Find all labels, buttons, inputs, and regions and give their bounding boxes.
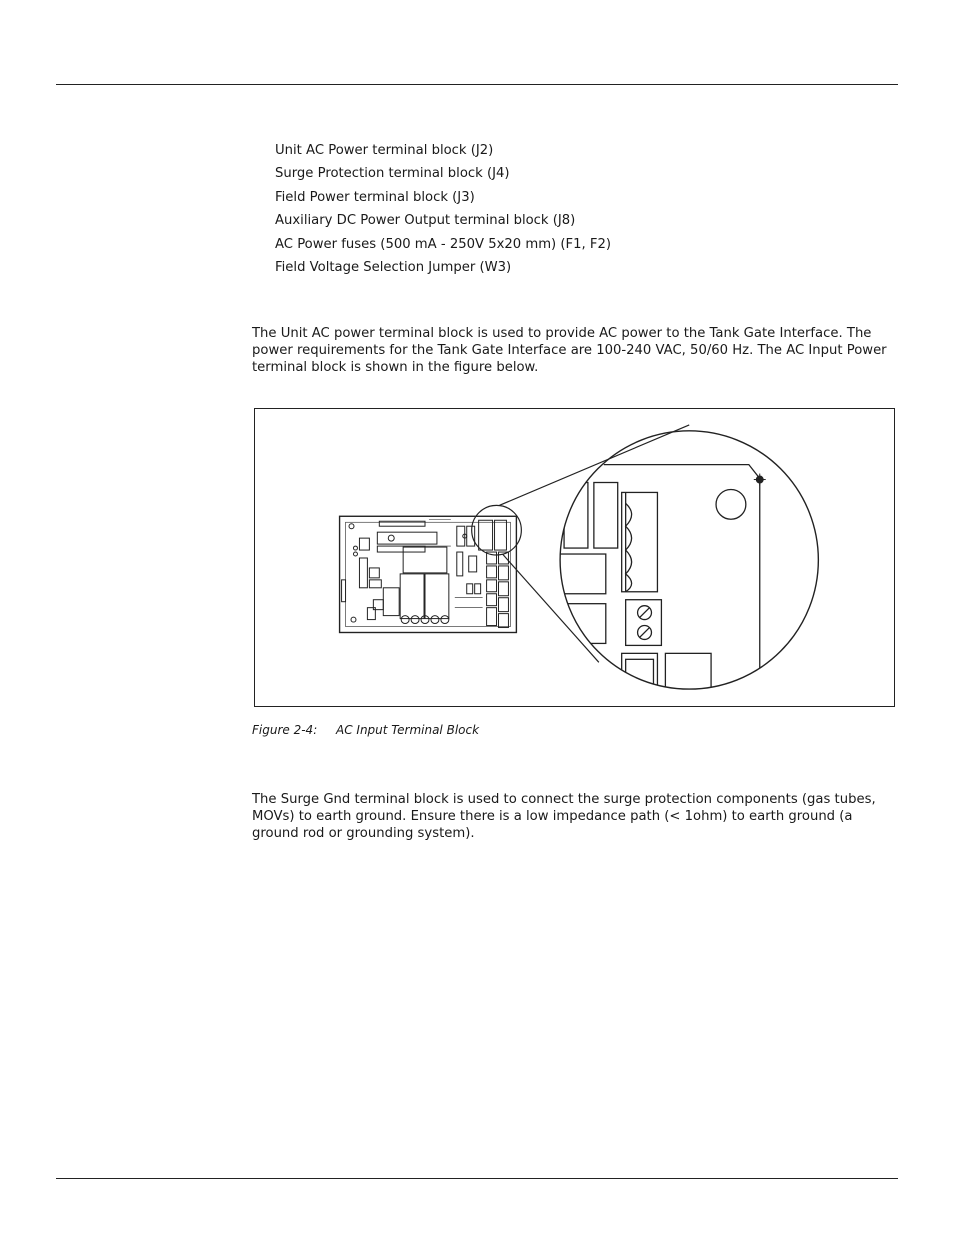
ac-input-terminal-figure <box>254 408 895 707</box>
list-item: AC Power fuses (500 mA - 250V 5x20 mm) (F1, F2) <box>275 236 612 252</box>
circuit-board-illustration <box>255 409 894 706</box>
list-item: Unit AC Power terminal block (J2) <box>275 143 494 158</box>
caption-title: AC Input Terminal Block <box>336 723 480 737</box>
component-list <box>275 139 611 279</box>
ac-power-paragraph: The Unit AC power terminal block is used to provide AC power to the Tank Gate Interface. The power requirements for the Tank Gate Interface are 100-240 VAC, 50/60 Hz. The AC Input Power terminal block is shown in the figure below. <box>252 326 887 376</box>
footer-rule <box>56 1178 898 1179</box>
list-item: Field Power terminal block (J3) <box>275 189 475 205</box>
caption-number: Figure 2-4: <box>252 723 318 737</box>
list-item: Surge Protection terminal block (J4) <box>275 166 510 182</box>
list-item: Field Voltage Selection Jumper (W3) <box>275 259 512 275</box>
list-item: Auxiliary DC Power Output terminal block (J8) <box>275 213 576 229</box>
surge-gnd-paragraph: The Surge Gnd terminal block is used to connect the surge protection components (gas tubes, MOVs) to earth ground. Ensure there is a low impedance path (< 1ohm) to earth ground (a ground rod or grounding system). <box>252 792 876 842</box>
figure-caption <box>252 723 479 737</box>
header-rule <box>56 84 898 85</box>
